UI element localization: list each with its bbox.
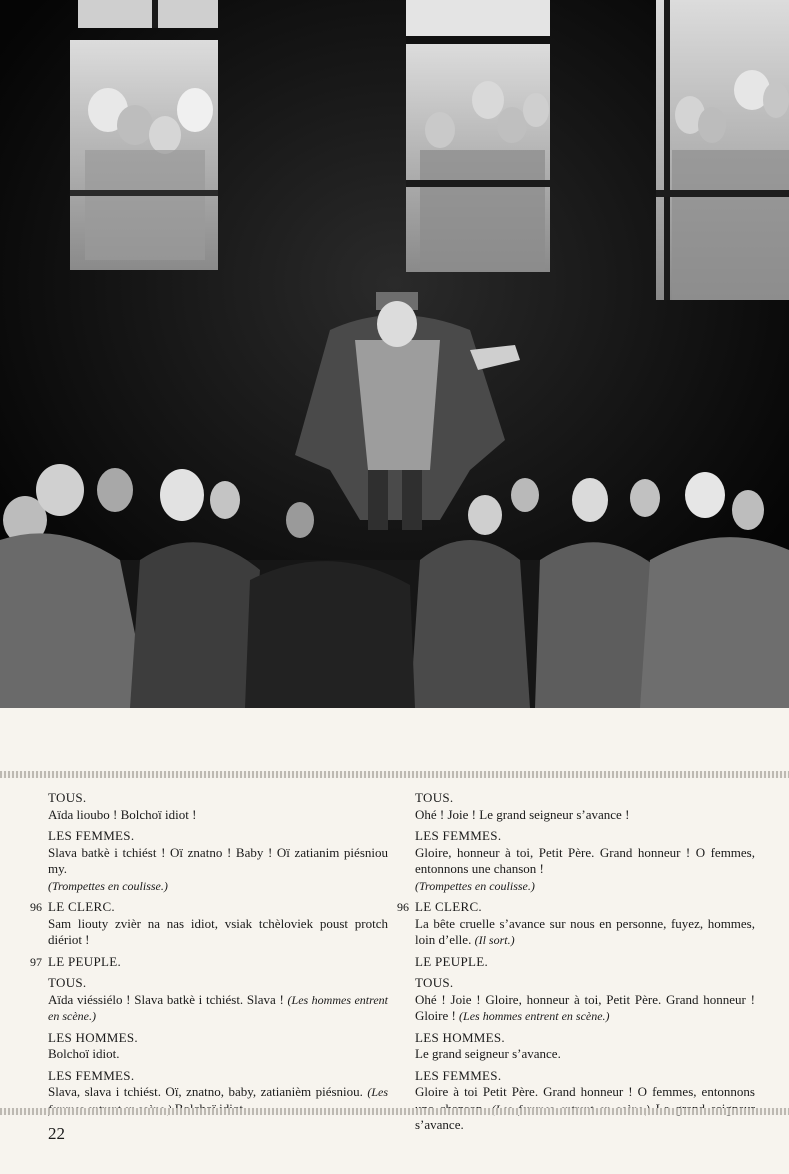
speaker-name: LES HOMMES. [415, 1029, 505, 1045]
right-window [656, 0, 789, 300]
speaker-name: LES FEMMES. [415, 828, 502, 843]
dialogue-segment: Slava batkè i tchiést ! Oï znatno ! Baby ! Oï zatianim piésniou my. [48, 844, 388, 876]
dialogue-segment: Sam liouty zvièr na nas idiot, vsiak tchèloviek poust protch diériot ! [48, 915, 388, 947]
dialogue-text [48, 845, 388, 895]
dialogue-block [48, 1030, 388, 1063]
dialogue-block [30, 953, 388, 971]
dialogue-text [415, 845, 755, 895]
dialogue-block [48, 828, 388, 894]
page-number: 22 [48, 1124, 65, 1143]
dialogue-block [397, 899, 755, 949]
cue-number: 97 [30, 954, 42, 969]
speaker-name: LES FEMMES. [48, 828, 135, 843]
dialogue-segment: Slava, slava i tchiést. Oï, znatno, baby, zatianièm piésniou. [48, 1084, 368, 1099]
dialogue-text [415, 807, 755, 824]
dialogue-segment: Le grand seigneur s’avance. [415, 1046, 561, 1061]
speaker-name: LE CLERC. [415, 899, 482, 914]
dialogue-text [48, 992, 388, 1025]
dialogue-segment: Bolchoï idiot. [48, 1046, 120, 1061]
cue-number: 96 [397, 900, 409, 914]
dialogue-segment: s’avance. [415, 1117, 464, 1132]
dialogue-segment: Gloire, honneur à toi, Petit Père. Grand honneur ! O femmes, entonnons une chanson ! [415, 844, 755, 876]
speaker-name: LES FEMMES. [415, 1067, 502, 1083]
speaker-name: TOUS. [48, 790, 87, 805]
dialogue-segment: Gloire à toi Petit Père. Grand honneur ! O femmes, entonnons [415, 1084, 755, 1099]
right-column-french [397, 790, 755, 1139]
speaker-name: LES FEMMES. [48, 1067, 135, 1083]
dialogue-block [415, 975, 755, 1025]
dialogue-segment: Aïda lioubo ! Bolchoï idiot ! [48, 806, 197, 822]
dialogue-segment: Ohé ! Joie ! Le grand seigneur s’avance ! [415, 806, 630, 822]
stage-direction: (Les hommes entrent en scène.) [459, 1009, 610, 1023]
dialogue-block [415, 954, 755, 971]
speaker-name: TOUS. [415, 975, 454, 990]
dialogue-block [30, 899, 388, 949]
speaker-name: LE CLERC. [48, 899, 115, 914]
stage-direction: (Il sort.) [474, 933, 515, 947]
speaker-name: LE PEUPLE. [415, 953, 489, 969]
cue-number: 96 [30, 900, 42, 914]
dialogue-block [415, 828, 755, 894]
stage-direction: (Les hommes entrent en scène.) [48, 992, 388, 1023]
stage-direction: (Trompettes en coulisse.) [415, 878, 535, 893]
dialogue-block [415, 1030, 755, 1063]
top-divider [0, 771, 789, 778]
dialogue-block [415, 1068, 755, 1134]
dialogue-text [415, 916, 755, 949]
dialogue-text [415, 992, 755, 1025]
dialogue-text [48, 807, 388, 824]
stage-direction: (Les [367, 1085, 388, 1099]
dialogue-text [48, 916, 388, 949]
dialogue-block [415, 790, 755, 823]
dialogue-block [48, 790, 388, 823]
speaker-name: TOUS. [415, 790, 454, 805]
left-column-russian [30, 790, 388, 1122]
bottom-divider [0, 1108, 789, 1115]
dialogue-segment: La bête cruelle s’avance sur nous en personne, fuyez, hommes, loin d’elle. [415, 915, 755, 947]
middle-window [406, 0, 550, 272]
dialogue-text [415, 1046, 755, 1063]
left-window [70, 0, 218, 270]
speaker-name: LE PEUPLE. [48, 953, 122, 969]
stage-direction: (Trompettes en coulisse.) [48, 878, 168, 893]
dialogue-segment: Aïda viéssiélo ! Slava batkè i tchiést. Slava ! [48, 991, 288, 1007]
dialogue-segment: Ohé ! Joie ! Gloire, honneur à toi, Petit Père. Grand honneur ! Gloire ! [415, 991, 755, 1023]
speaker-name: TOUS. [48, 975, 87, 990]
speaker-name: LES HOMMES. [48, 1029, 138, 1045]
dialogue-text [48, 1046, 388, 1063]
dialogue-block [48, 975, 388, 1025]
